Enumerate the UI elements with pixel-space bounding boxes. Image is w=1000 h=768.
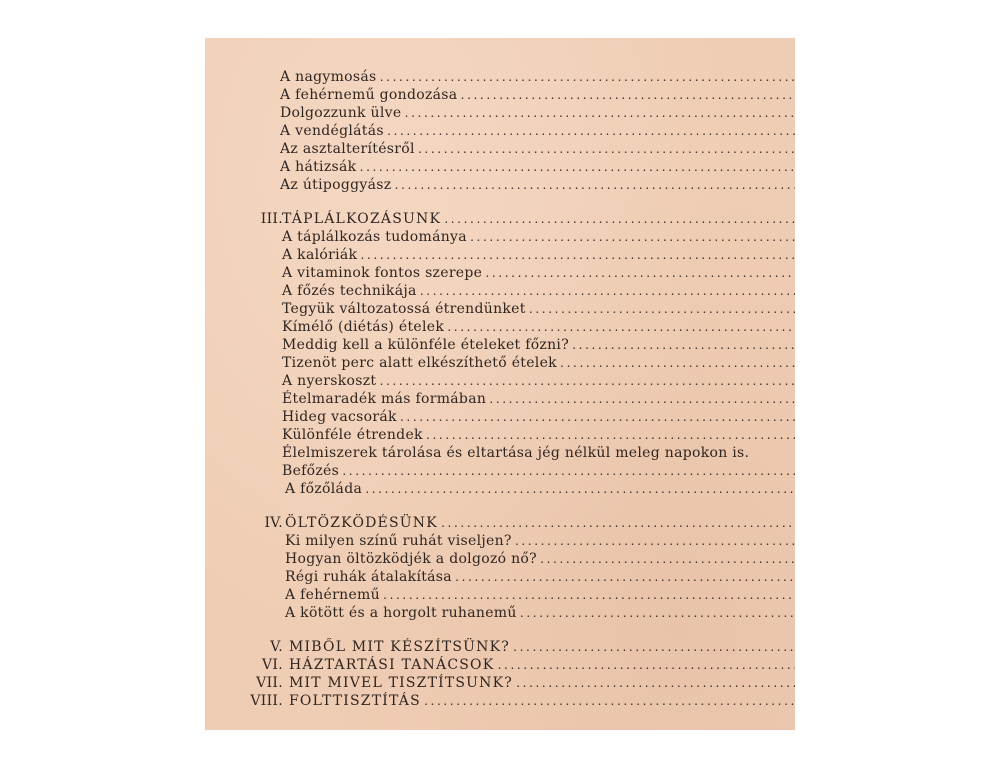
toc-entry	[205, 228, 795, 246]
toc-entry-title: A táplálkozás tudománya . . .	[282, 228, 795, 246]
toc-section-number: VIII.	[250, 693, 283, 709]
toc-entry	[205, 104, 795, 122]
toc-entry	[205, 246, 795, 264]
book-page	[205, 38, 795, 730]
toc-entry-title: Különféle étrendek . . .	[282, 426, 795, 444]
toc-entry-title: Dolgozzunk ülve . . .	[280, 104, 795, 122]
toc-entry	[205, 532, 795, 550]
toc-entry-title: HÁZTARTÁSI TANÁCSOK . . .	[289, 656, 795, 674]
toc-entry-title: A fehérnemű . . .	[285, 586, 795, 604]
toc-section-number: III.	[260, 211, 283, 227]
toc-section-heading	[205, 514, 795, 532]
toc-entry	[205, 158, 795, 176]
toc-entry	[205, 68, 795, 86]
toc-entry-title: A hátizsák . . .	[280, 158, 795, 176]
toc-entry-title: Ételmaradék más formában . . .	[282, 390, 795, 408]
toc-entry-title: Élelmiszerek tárolása és eltartása jég nélkül meleg napokon is.	[282, 445, 750, 461]
toc-entry-title: Hogyan öltözködjék a dolgozó nő? . . .	[285, 550, 795, 568]
toc-entry-title: Az asztalterítésről . . .	[280, 140, 795, 158]
toc-entry	[205, 122, 795, 140]
toc-entry-title: Kímélő (diétás) ételek . . .	[282, 318, 795, 336]
toc-entry	[205, 586, 795, 604]
toc-entry	[205, 354, 795, 372]
toc-section-heading	[205, 210, 795, 228]
toc-entry	[205, 426, 795, 444]
toc-entry	[205, 318, 795, 336]
toc-entry-title: Befőzés . . .	[282, 462, 795, 480]
toc-section-number: V.	[270, 639, 283, 655]
toc-entry	[205, 408, 795, 426]
toc-entry-title: Meddig kell a különféle ételeket főzni? . . .	[282, 336, 795, 354]
toc-section-heading	[205, 692, 795, 710]
toc-entry-title: A vitaminok fontos szerepe . . .	[282, 264, 795, 282]
toc-entry-title: A nyerskoszt . . .	[282, 372, 795, 390]
toc-entry-title: Hideg vacsorák . . .	[282, 408, 795, 426]
toc-entry	[205, 604, 795, 622]
toc-entry-title: Ki milyen színű ruhát viseljen? . . .	[285, 532, 795, 550]
toc-entry-title: MIT MIVEL TISZTÍTSUNK? . . .	[289, 674, 795, 692]
toc-entry	[205, 282, 795, 300]
toc-entry	[205, 568, 795, 586]
toc-entry-title: A nagymosás . . .	[280, 68, 795, 86]
toc-entry-title: TÁPLÁLKOZÁSUNK . . .	[282, 210, 795, 228]
toc-entry	[205, 176, 795, 194]
toc-entry-title: Tegyük változatossá étrendünket . . .	[282, 300, 795, 318]
toc-entry-title: Tizenöt perc alatt elkészíthető ételek . . .	[282, 354, 795, 372]
toc-section-heading	[205, 674, 795, 692]
toc-entry-title: A kötött és a horgolt ruhanemű . . .	[285, 604, 795, 622]
toc-entry-title: A vendéglátás . . .	[280, 122, 795, 140]
toc-section-number: VII.	[256, 675, 283, 691]
toc-section-heading	[205, 638, 795, 656]
toc-entry	[205, 264, 795, 282]
toc-entry-title: A főzőláda . . .	[285, 480, 795, 498]
toc-entry-title: A főzés technikája . . .	[282, 282, 795, 300]
toc-entry	[205, 390, 795, 408]
toc-entry-title: ÖLTÖZKÖDÉSÜNK . . .	[285, 514, 795, 532]
toc-section-number: VI.	[262, 657, 283, 673]
toc-entry-title: Az útipoggyász . . .	[280, 176, 795, 194]
toc-entry	[205, 444, 795, 462]
toc-entry	[205, 336, 795, 354]
toc-entry	[205, 462, 795, 480]
toc-entry-title: MIBŐL MIT KÉSZÍTSÜNK? . . .	[289, 638, 795, 656]
toc-section-number: IV.	[264, 515, 283, 531]
toc-entry-title: Régi ruhák átalakítása . . .	[285, 568, 795, 586]
toc-entry	[205, 480, 795, 498]
toc-entry	[205, 372, 795, 390]
toc-section-heading	[205, 656, 795, 674]
toc-entry	[205, 140, 795, 158]
toc-entry	[205, 550, 795, 568]
toc-entry-title: A kalóriák . . .	[282, 246, 795, 264]
toc-entry-title: FOLTTISZTÍTÁS . . .	[289, 692, 795, 710]
toc-entry	[205, 86, 795, 104]
toc-entry	[205, 300, 795, 318]
toc-entry-title: A fehérnemű gondozása . . .	[280, 86, 795, 104]
